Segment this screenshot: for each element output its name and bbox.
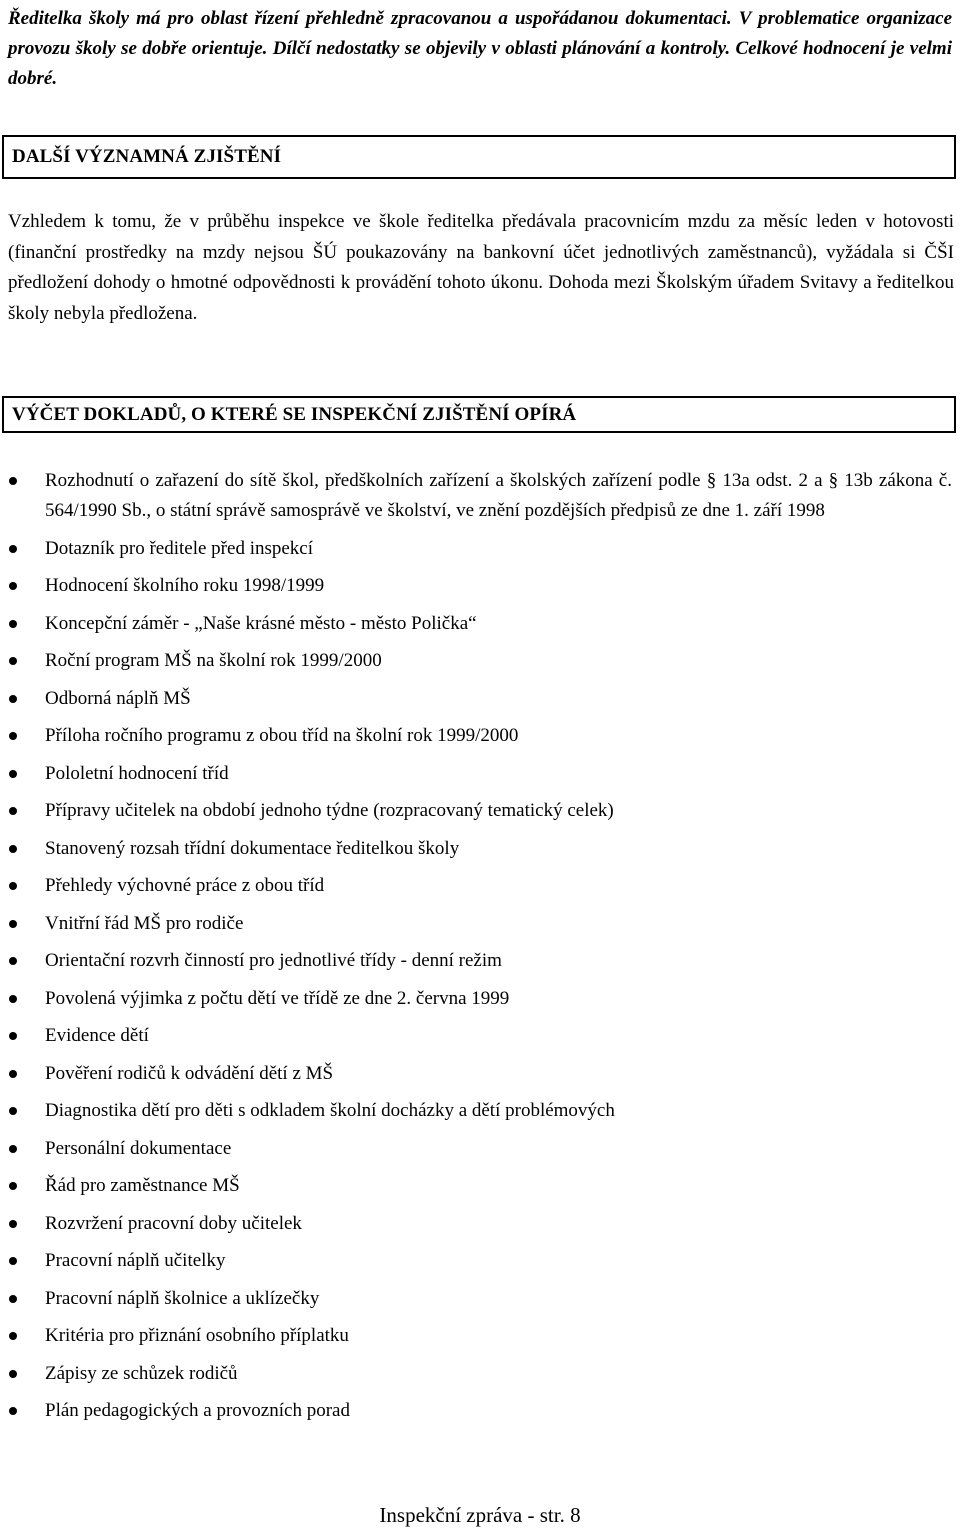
list-item [0, 1171, 960, 1201]
bullet-icon [9, 1145, 17, 1153]
document-list [0, 466, 960, 1434]
bullet-icon [9, 920, 17, 928]
list-item [0, 571, 960, 601]
list-item-text: Dotazník pro ředitele před inspekcí [45, 537, 314, 559]
bullet-icon [9, 1257, 17, 1265]
bullet-icon [9, 1070, 17, 1078]
list-item [0, 1134, 960, 1164]
list-item [0, 1021, 960, 1051]
bullet-icon [9, 1107, 17, 1115]
list-item-text: Roční program MŠ na školní rok 1999/2000 [45, 650, 382, 671]
bullet-icon [9, 732, 17, 740]
list-item [0, 984, 960, 1014]
list-item [0, 1209, 960, 1239]
list-item [0, 466, 960, 526]
list-item [0, 871, 960, 901]
list-item-text: Pověření rodičů k odvádění dětí z MŠ [45, 1062, 334, 1084]
section-heading-text: DALŠÍ VÝZNAMNÁ ZJIŠTĚNÍ [12, 146, 282, 167]
bullet-icon [9, 1032, 17, 1040]
bullet-icon [9, 845, 17, 853]
list-item-text: Řád pro zaměstnance MŠ [45, 1175, 240, 1196]
list-item [0, 759, 960, 789]
list-item [0, 1246, 960, 1276]
list-item [0, 721, 960, 751]
list-item [0, 946, 960, 976]
bullet-icon [9, 477, 17, 485]
bullet-icon [9, 582, 17, 590]
list-item [0, 1059, 960, 1089]
list-item [0, 1284, 960, 1314]
list-item [0, 1096, 960, 1126]
list-item [0, 796, 960, 826]
list-item-text: Vnitřní řád MŠ pro rodiče [45, 912, 244, 934]
list-item-text: Kritéria pro přiznání osobního příplatku [45, 1325, 349, 1346]
bullet-icon [9, 1182, 17, 1190]
list-item-text: Odborná náplň MŠ [45, 687, 191, 709]
list-item [0, 646, 960, 676]
list-item-text: Orientační rozvrh činností pro jednotlivé třídy - denní režim [45, 950, 502, 971]
list-item-text: Hodnocení školního roku 1998/1999 [45, 575, 325, 596]
bullet-icon [9, 1370, 17, 1378]
list-item [0, 909, 960, 939]
list-item [0, 534, 960, 564]
list-item [0, 1396, 960, 1426]
page-footer [0, 1503, 960, 1528]
bullet-icon [9, 657, 17, 665]
list-item [0, 1321, 960, 1351]
list-item-text: Rozhodnutí o zařazení do sítě škol, předškolních zařízení a školských zařízení podle § 13a odst. 2 a § 13b zákona č. 564/1990 Sb., o státní správě samosprávě ve školství, ve znění pozdějších předpisů ze dne 1. září 1998 [45, 470, 952, 521]
list-item-text: Personální dokumentace [45, 1137, 232, 1159]
section-heading-document-list [2, 396, 956, 433]
bullet-icon [9, 695, 17, 703]
section-heading-further-findings [2, 135, 956, 179]
bullet-icon [9, 620, 17, 628]
bullet-icon [9, 1220, 17, 1228]
list-item-text: Pracovní náplň školnice a uklízečky [45, 1287, 320, 1309]
findings-paragraph: Vzhledem k tomu, že v průběhu inspekce ve škole ředitelka předávala pracovnicím mzdu za měsíc leden v hotovosti (finanční prostředky na mzdy nejsou ŠÚ poukazovány na bankovní účet jednotlivých zaměstnanců), vyžádala si ČŠI předložení dohody o hmotné odpovědnosti k provádění tohoto úkonu. Dohoda mezi Školským úřadem Svitavy a ředitelkou školy nebyla předložena. [8, 211, 954, 324]
list-item-text: Stanovený rozsah třídní dokumentace ředitelkou školy [45, 837, 460, 859]
bullet-icon [9, 807, 17, 815]
bullet-icon [9, 1407, 17, 1415]
bullet-icon [9, 1332, 17, 1340]
list-item-text: Rozvržení pracovní doby učitelek [45, 1212, 302, 1234]
bullet-icon [9, 995, 17, 1003]
list-item-text: Povolená výjimka z počtu dětí ve třídě ze dne 2. června 1999 [45, 987, 510, 1009]
list-item [0, 609, 960, 639]
list-item-text: Plán pedagogických a provozních porad [45, 1400, 350, 1421]
list-item [0, 684, 960, 714]
bullet-icon [9, 1295, 17, 1303]
bullet-icon [9, 770, 17, 778]
page-number-text: Inspekční zpráva - str. 8 [379, 1503, 581, 1527]
list-item-text: Zápisy ze schůzek rodičů [45, 1362, 238, 1384]
list-item-text: Koncepční záměr - „Naše krásné město - město Polička“ [45, 612, 477, 634]
list-item [0, 834, 960, 864]
bullet-icon [9, 957, 17, 965]
bullet-icon [9, 882, 17, 890]
list-item [0, 1359, 960, 1389]
list-item-text: Přehledy výchovné práce z obou tříd [45, 875, 325, 896]
list-item-text: Diagnostika dětí pro děti s odkladem školní docházky a dětí problémových [45, 1100, 615, 1121]
bullet-icon [9, 545, 17, 553]
list-item-text: Příloha ročního programu z obou tříd na školní rok 1999/2000 [45, 725, 519, 746]
section-heading-text: VÝČET DOKLADŮ, O KTERÉ SE INSPEKČNÍ ZJIŠTĚNÍ OPÍRÁ [12, 403, 577, 425]
list-item-text: Přípravy učitelek na období jednoho týdne (rozpracovaný tematický celek) [45, 800, 614, 821]
list-item-text: Pololetní hodnocení tříd [45, 762, 229, 784]
list-item-text: Evidence dětí [45, 1025, 149, 1046]
intro-paragraph: Ředitelka školy má pro oblast řízení přehledně zpracovanou a uspořádanou dokumentaci. V problematice organizace provozu školy se dobře orientuje. Dílčí nedostatky se objevily v oblasti plánování a kontroly. Celkové hodnocení je velmi dobré. [8, 8, 952, 89]
list-item-text: Pracovní náplň učitelky [45, 1250, 226, 1271]
